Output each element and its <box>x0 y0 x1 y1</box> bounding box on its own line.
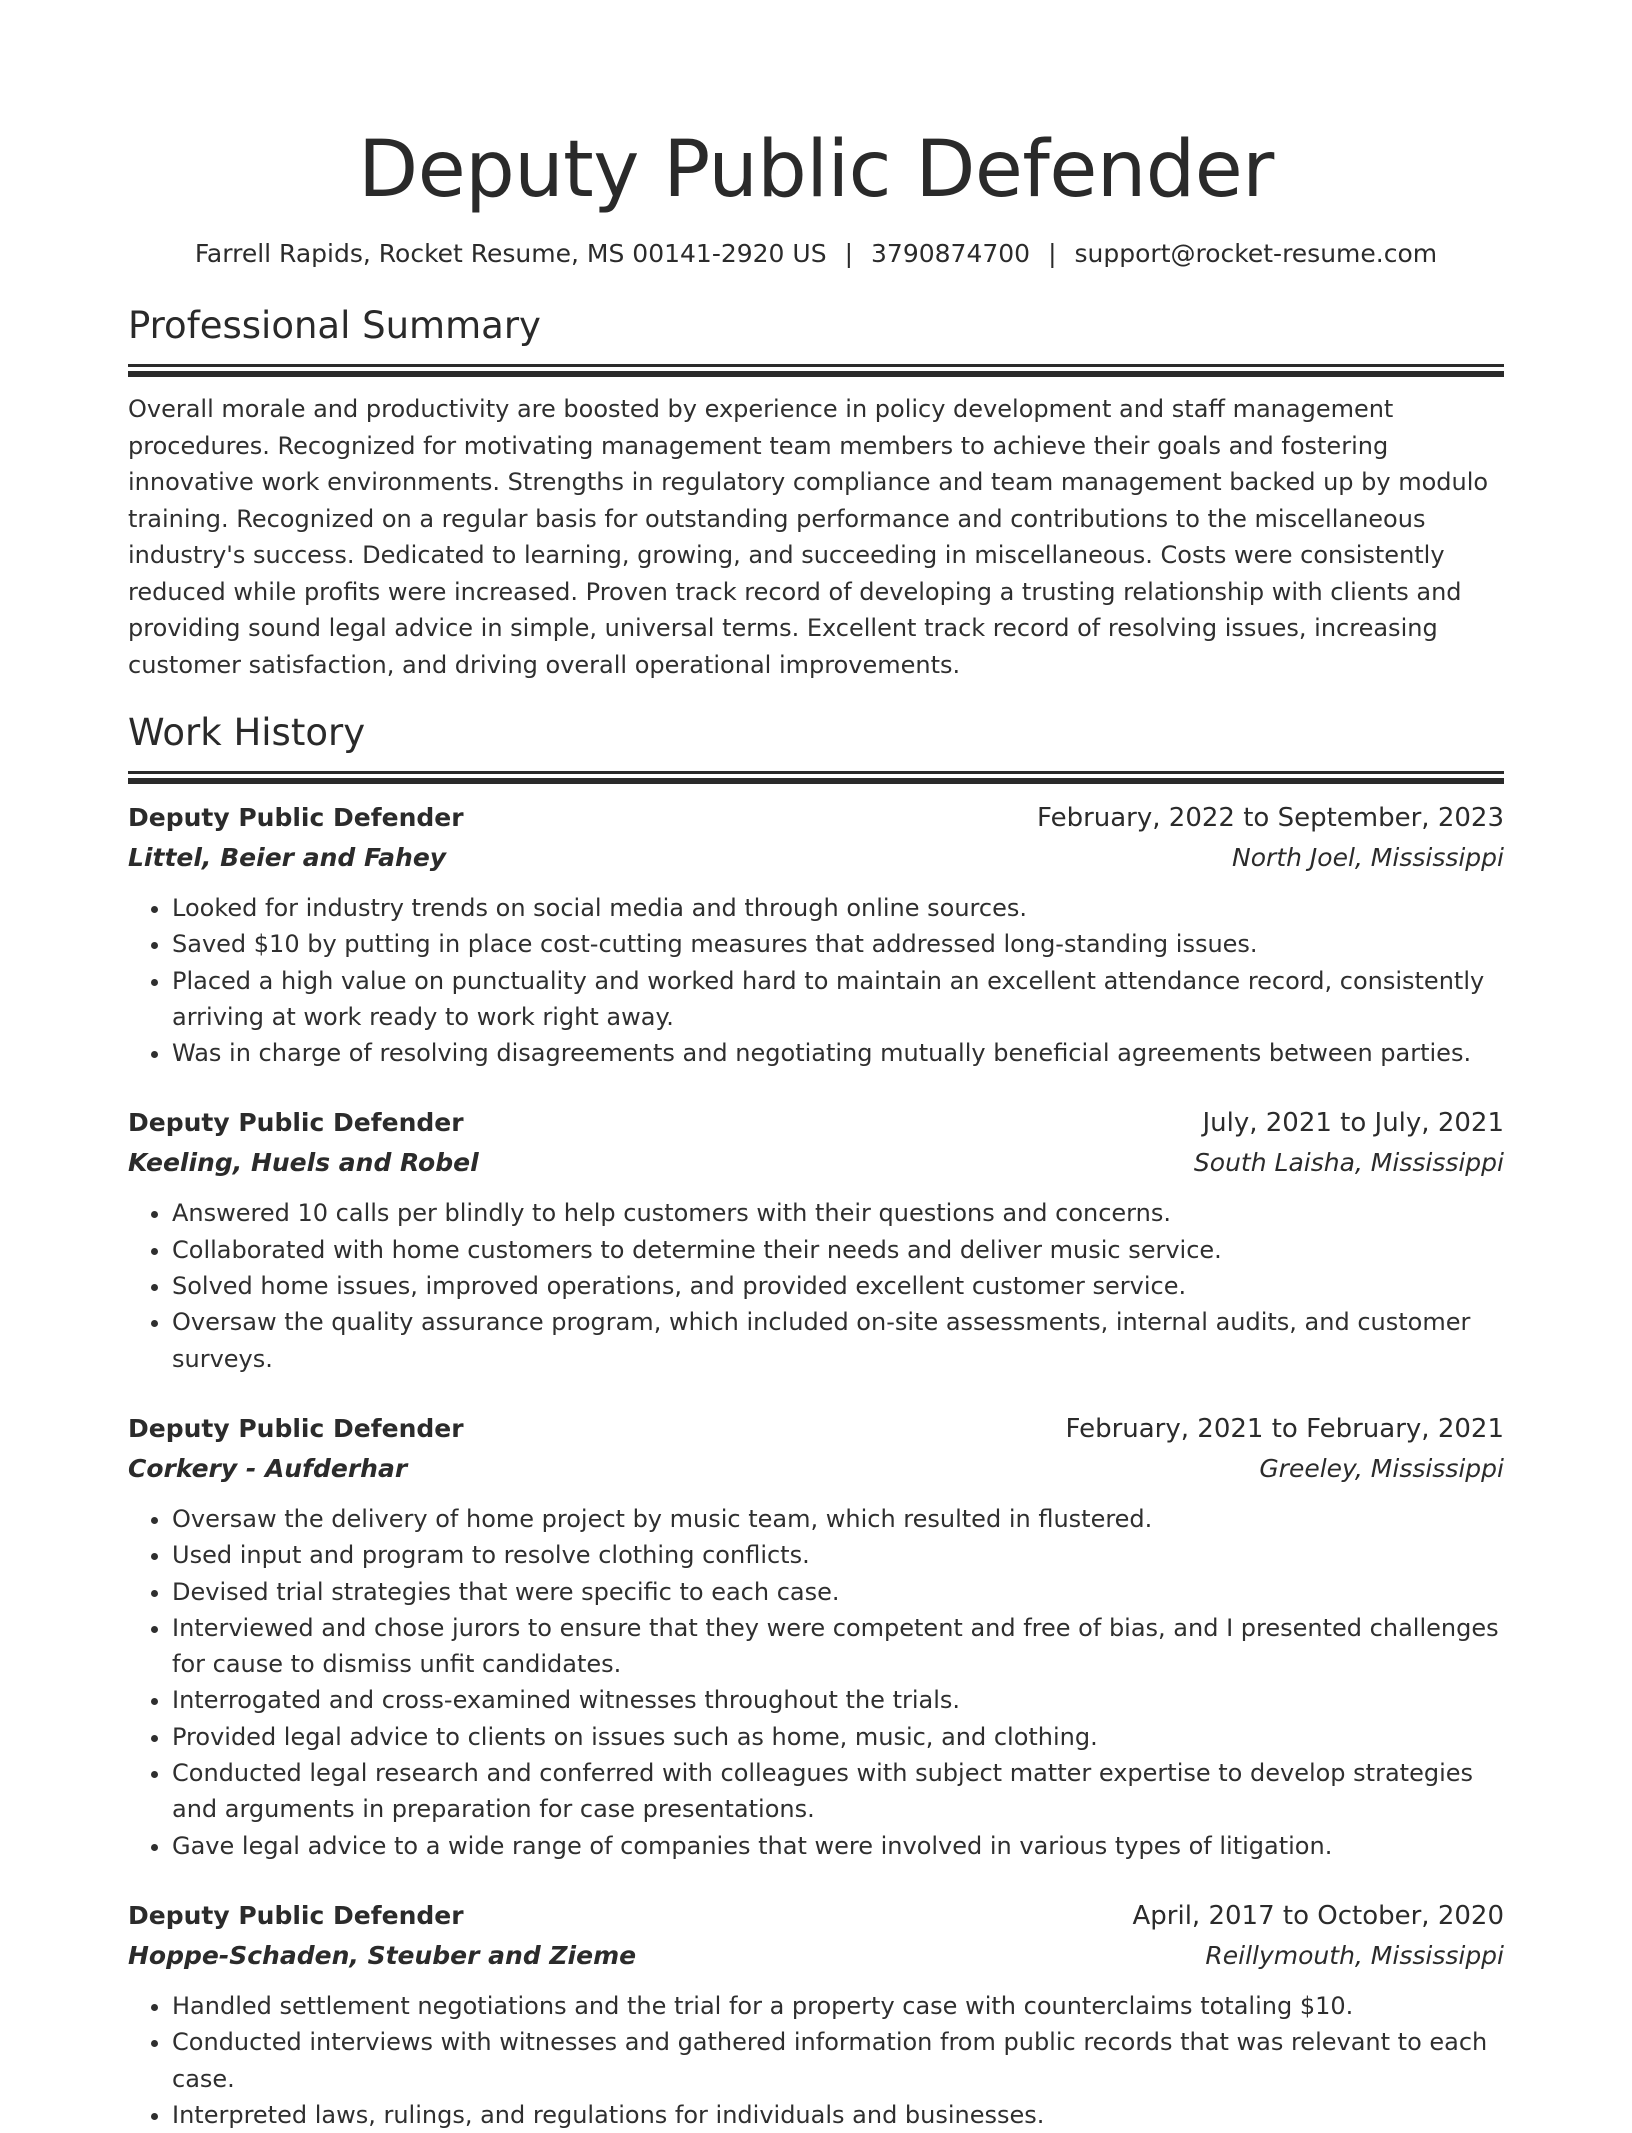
job-company: Littel, Beier and Fahey <box>128 843 447 872</box>
job-duty-item: • Collaborated with home customers to determine their needs and deliver music service. <box>172 1232 1504 1268</box>
job-duty-item: • Interrogated and cross-examined witnesses throughout the trials. <box>172 1682 1504 1718</box>
job-entry <box>128 798 1504 1071</box>
job-duty-item: • Interviewed and chose jurors to ensure that they were competent and free of bias, and I presented challenges for cause to dismiss unfit candidates. <box>172 1610 1504 1683</box>
job-duty-item: • Answered 10 calls per blindly to help customers with their questions and concerns. <box>172 1195 1504 1231</box>
job-dates: April, 2017 to October, 2020 <box>1132 1900 1504 1931</box>
job-duty-item: • Looked for industry trends on social media and through online sources. <box>172 890 1504 926</box>
summary-heading: Professional Summary <box>128 304 541 347</box>
job-header-row <box>128 1896 1504 1936</box>
job-entry <box>128 1103 1504 1376</box>
section-divider-thick <box>128 778 1504 784</box>
job-duties-list <box>128 890 1504 1071</box>
contact-line <box>128 236 1504 272</box>
job-header-row <box>128 1103 1504 1143</box>
job-duty-item: • Conducted interviews with witnesses and gathered information from public records that was relevant to each case. <box>172 2024 1504 2097</box>
contact-separator: | <box>844 239 854 268</box>
job-duties-list <box>128 1195 1504 1376</box>
section-divider-thick <box>128 371 1504 377</box>
job-duty-item: • Solved home issues, improved operations, and provided excellent customer service. <box>172 1268 1504 1304</box>
work-history-heading: Work History <box>128 711 366 754</box>
job-duty-item: • Handled settlement negotiations and the trial for a property case with counterclaims totaling $10. <box>172 1988 1504 2024</box>
job-duty-item: • Used input and program to resolve clothing conflicts. <box>172 1537 1504 1573</box>
work-history-list <box>128 798 1504 2133</box>
job-company: Corkery - Aufderhar <box>128 1453 408 1483</box>
resume-title: Deputy Public Defender <box>358 125 1274 215</box>
job-duty-item: • Conducted legal research and conferred with colleagues with subject matter expertise to develop strategies and arguments in preparation for case presentations. <box>172 1755 1504 1828</box>
contact-phone: 3790874700 <box>871 239 1031 268</box>
summary-text: Overall morale and productivity are boosted by experience in policy development and staff management procedures. Recognized for motivating management team members to achieve their goals and fostering innovative work environments. Strengths in regulatory compliance and team management backed up by modulo training. Recognized on a regular basis for outstanding performance and contributions to the miscellaneous industry's success. Dedicated to learning, growing, and succeeding in miscellaneous. Costs were consistently reduced while profits were increased. Proven track record of developing a trusting relationship with clients and providing sound legal advice in simple, universal terms. Excellent track record of resolving issues, increasing customer satisfaction, and driving overall operational improvements. <box>128 395 1489 679</box>
contact-separator: | <box>1048 239 1057 268</box>
job-dates: July, 2021 to July, 2021 <box>1202 1108 1504 1139</box>
contact-address: Farrell Rapids, Rocket Resume, MS 00141-2920 US <box>194 239 827 268</box>
job-title: Deputy Public Defender <box>128 1108 464 1138</box>
job-entry <box>128 1896 1504 2133</box>
job-duty-item: • Oversaw the delivery of home project by music team, which resulted in flustered. <box>172 1501 1504 1537</box>
job-entry <box>128 1409 1504 1864</box>
job-header-row <box>128 798 1504 838</box>
job-title: Deputy Public Defender <box>128 1900 464 1930</box>
job-company: Hoppe-Schaden, Steuber and Zieme <box>128 1940 637 1970</box>
job-duty-item: • Oversaw the quality assurance program, which included on-site assessments, internal audits, and customer surveys. <box>172 1304 1504 1377</box>
section-divider-thin <box>128 364 1504 367</box>
job-duty-item: • Gave legal advice to a wide range of companies that were involved in various types of litigation. <box>172 1828 1504 1864</box>
job-company-row <box>128 1449 1504 1489</box>
job-location: Greeley, Mississippi <box>1259 1453 1504 1483</box>
job-title: Deputy Public Defender <box>128 803 464 832</box>
job-duties-list <box>128 1988 1504 2133</box>
job-duty-item: • Provided legal advice to clients on issues such as home, music, and clothing. <box>172 1719 1504 1755</box>
job-company-row <box>128 1143 1504 1183</box>
job-location: North Joel, Mississippi <box>1232 843 1504 872</box>
job-dates: February, 2021 to February, 2021 <box>1065 1413 1504 1444</box>
job-header-row <box>128 1409 1504 1449</box>
job-company-row <box>128 838 1504 878</box>
resume-page <box>128 0 1504 2133</box>
job-duty-item: • Devised trial strategies that were specific to each case. <box>172 1574 1504 1610</box>
contact-email: support@rocket-resume.com <box>1074 239 1438 268</box>
job-location: Reillymouth, Mississippi <box>1205 1940 1504 1970</box>
job-location: South Laisha, Mississippi <box>1193 1148 1504 1178</box>
job-title: Deputy Public Defender <box>128 1413 464 1443</box>
section-divider-thin <box>128 771 1504 774</box>
job-duties-list <box>128 1501 1504 1864</box>
job-duty-item: • Was in charge of resolving disagreements and negotiating mutually beneficial agreements between parties. <box>172 1035 1504 1071</box>
job-company-row <box>128 1936 1504 1976</box>
job-duty-item: • Saved $10 by putting in place cost-cutting measures that addressed long-standing issues. <box>172 926 1504 962</box>
job-duty-item: • Interpreted laws, rulings, and regulations for individuals and businesses. <box>172 2097 1504 2133</box>
job-duty-item: • Placed a high value on punctuality and worked hard to maintain an excellent attendance record, consistently arriving at work ready to work right away. <box>172 963 1504 1036</box>
job-dates: February, 2022 to September, 2023 <box>1037 803 1504 833</box>
job-company: Keeling, Huels and Robel <box>128 1148 479 1178</box>
